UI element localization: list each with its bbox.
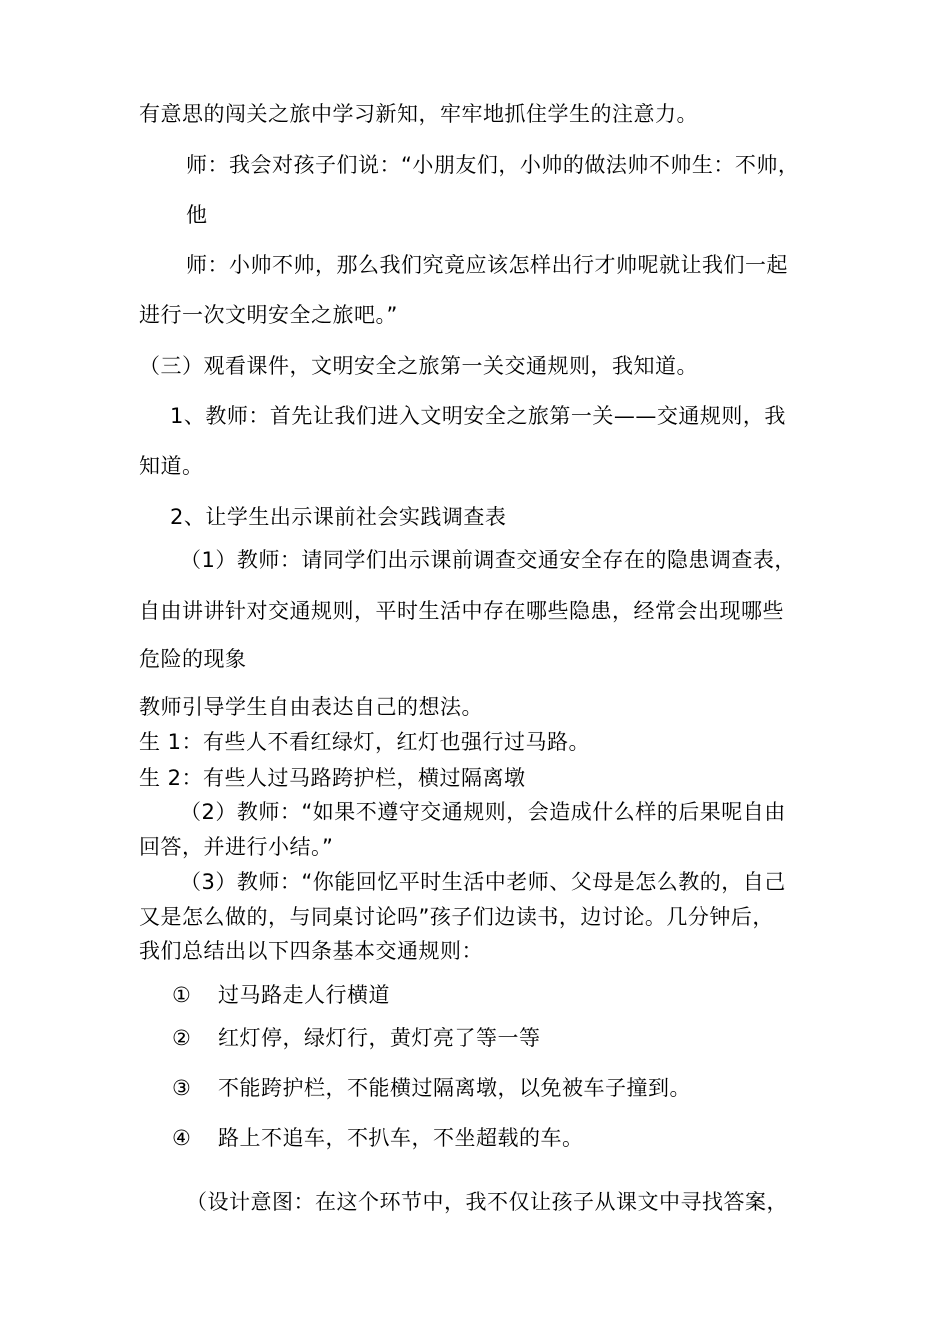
paragraph-line: （3）教师：“你能回忆平时生活中老师、父母是怎么教的，自己 bbox=[180, 870, 786, 894]
rule-marker: ③ bbox=[172, 1076, 191, 1100]
paragraph-line: （1）教师：请同学们出示课前调查交通安全存在的隐患调查表， bbox=[180, 548, 796, 572]
rule-marker: ② bbox=[172, 1026, 191, 1050]
rule-marker: ① bbox=[172, 983, 191, 1007]
paragraph-line: 知道。 bbox=[139, 454, 204, 478]
paragraph-line: 1、教师：首先让我们进入文明安全之旅第一关——交通规则，我 bbox=[170, 404, 786, 428]
rule-text: 不能跨护栏，不能横过隔离墩，以免被车子撞到。 bbox=[218, 1076, 691, 1100]
paragraph-line: 2、让学生出示课前社会实践调查表 bbox=[170, 505, 507, 529]
paragraph-line: 我们总结出以下四条基本交通规则： bbox=[139, 939, 483, 963]
rule-text: 路上不追车，不扒车，不坐超载的车。 bbox=[218, 1126, 584, 1150]
section-heading: （三）观看课件，文明安全之旅第一关交通规则，我知道。 bbox=[139, 354, 698, 378]
rule-text: 过马路走人行横道 bbox=[218, 983, 390, 1007]
paragraph-line: 他 bbox=[186, 203, 208, 227]
paragraph-line: （2）教师：“如果不遵守交通规则，会造成什么样的后果呢自由 bbox=[180, 800, 786, 824]
paragraph-line: 生 1：有些人不看红绿灯，红灯也强行过马路。 bbox=[139, 730, 591, 754]
paragraph-line: 教师引导学生自由表达自己的想法。 bbox=[139, 695, 483, 719]
paragraph-line: 有意思的闯关之旅中学习新知，牢牢地抓住学生的注意力。 bbox=[139, 102, 698, 126]
design-intent-line: （设计意图：在这个环节中，我不仅让孩子从课文中寻找答案， bbox=[186, 1190, 788, 1214]
rule-marker: ④ bbox=[172, 1126, 191, 1150]
paragraph-line: 生 2：有些人过马路跨护栏，横过隔离墩 bbox=[139, 766, 526, 790]
paragraph-line: 回答，并进行小结。” bbox=[139, 835, 334, 859]
paragraph-line: 又是怎么做的，与同桌讨论吗”孩子们边读书，边讨论。几分钟后， bbox=[139, 905, 774, 929]
paragraph-line: 危险的现象 bbox=[139, 647, 247, 671]
rule-text: 红灯停，绿灯行，黄灯亮了等一等 bbox=[218, 1026, 541, 1050]
paragraph-line: 自由讲讲针对交通规则，平时生活中存在哪些隐患，经常会出现哪些 bbox=[139, 599, 784, 623]
paragraph-line: 师：小帅不帅，那么我们究竟应该怎样出行才帅呢就让我们一起 bbox=[186, 253, 788, 277]
paragraph-line: 进行一次文明安全之旅吧。” bbox=[139, 303, 398, 327]
paragraph-line: 师：我会对孩子们说：“小朋友们，小帅的做法帅不帅生：不帅， bbox=[186, 153, 800, 177]
